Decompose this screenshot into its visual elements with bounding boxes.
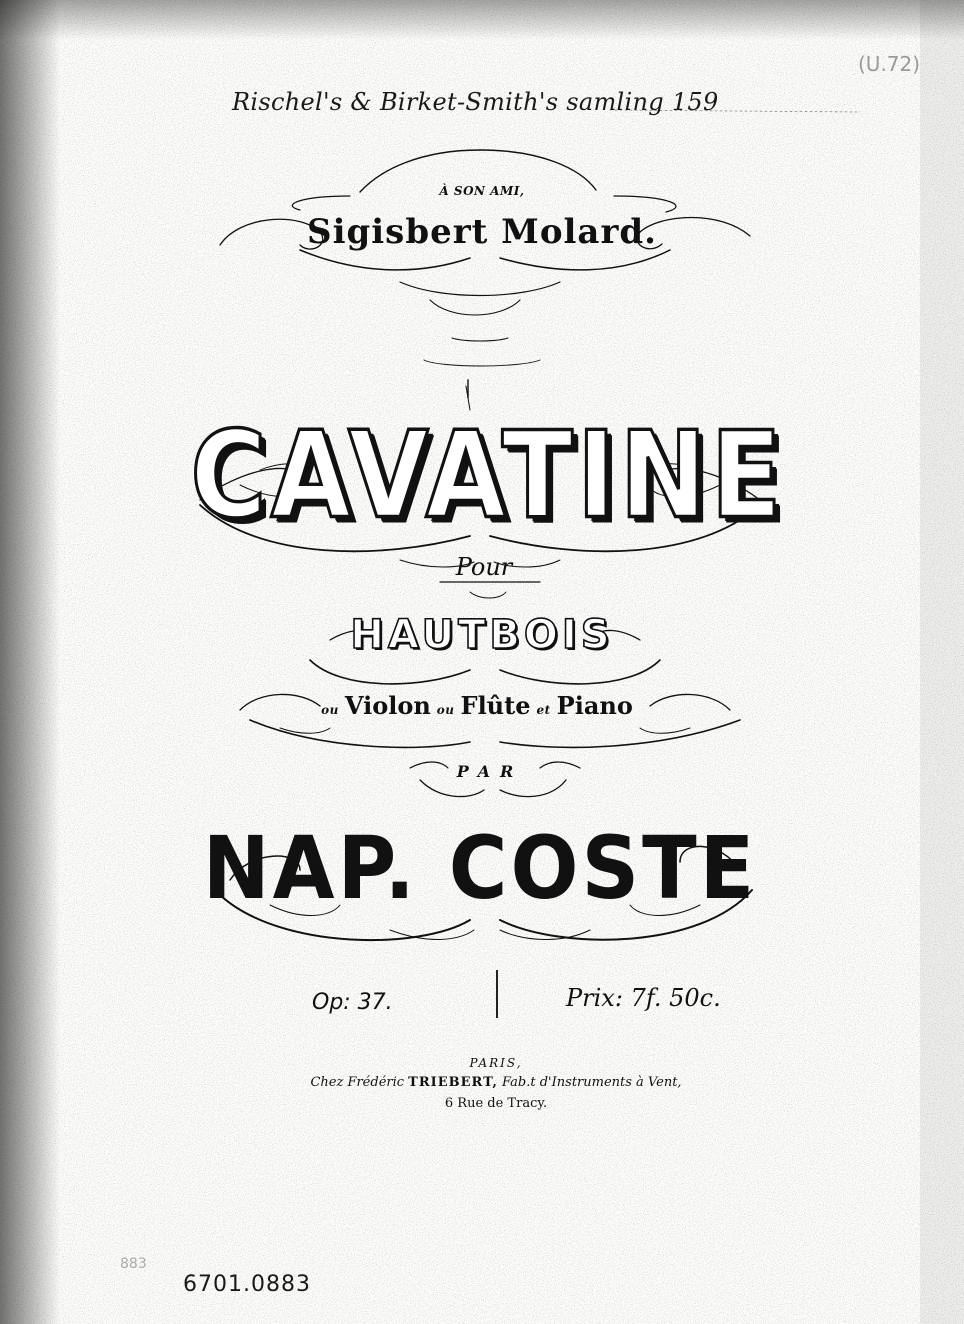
- conjunction-et: et: [536, 703, 551, 717]
- collection-note: Rischel's & Birket-Smith's samling 159: [232, 88, 719, 116]
- price: Prix: 7f. 50c.: [566, 984, 721, 1012]
- shelfmark: 6701.0883: [183, 1272, 311, 1297]
- conjunction-ou-2: ou: [436, 703, 455, 717]
- opus-number: Op: 37.: [312, 990, 393, 1015]
- instrument-piano: Piano: [556, 691, 633, 720]
- imprint-city: PARIS,: [469, 1056, 523, 1070]
- publisher-suffix: Fab.t d'Instruments à Vent,: [502, 1075, 682, 1090]
- main-instrument: HAUTBOIS: [350, 612, 614, 658]
- instrument-flute: Flûte: [460, 691, 531, 720]
- publisher-prefix: Chez Frédéric: [310, 1075, 405, 1090]
- par-label: PAR: [456, 762, 524, 781]
- dedication-prefix: À SON AMI,: [439, 184, 525, 198]
- publisher-name: TRIEBERT,: [408, 1075, 498, 1090]
- instrument-violon: Violon: [344, 691, 431, 720]
- imprint-address: 6 Rue de Tracy.: [444, 1096, 548, 1111]
- faint-stamp-number: 883: [120, 1256, 147, 1272]
- imprint-publisher: [310, 1075, 681, 1090]
- composer-name: NAP. COSTE: [202, 818, 758, 919]
- conjunction-ou-1: ou: [321, 703, 339, 717]
- vertical-divider: [496, 970, 498, 1018]
- instrument-line: [315, 691, 633, 720]
- pour-label: Pour: [455, 553, 513, 581]
- page-title: CAVATINE: [190, 405, 786, 546]
- pencil-catalogue-mark: (U.72): [858, 52, 921, 76]
- dedicatee-name: Sigisbert Molard.: [307, 212, 657, 252]
